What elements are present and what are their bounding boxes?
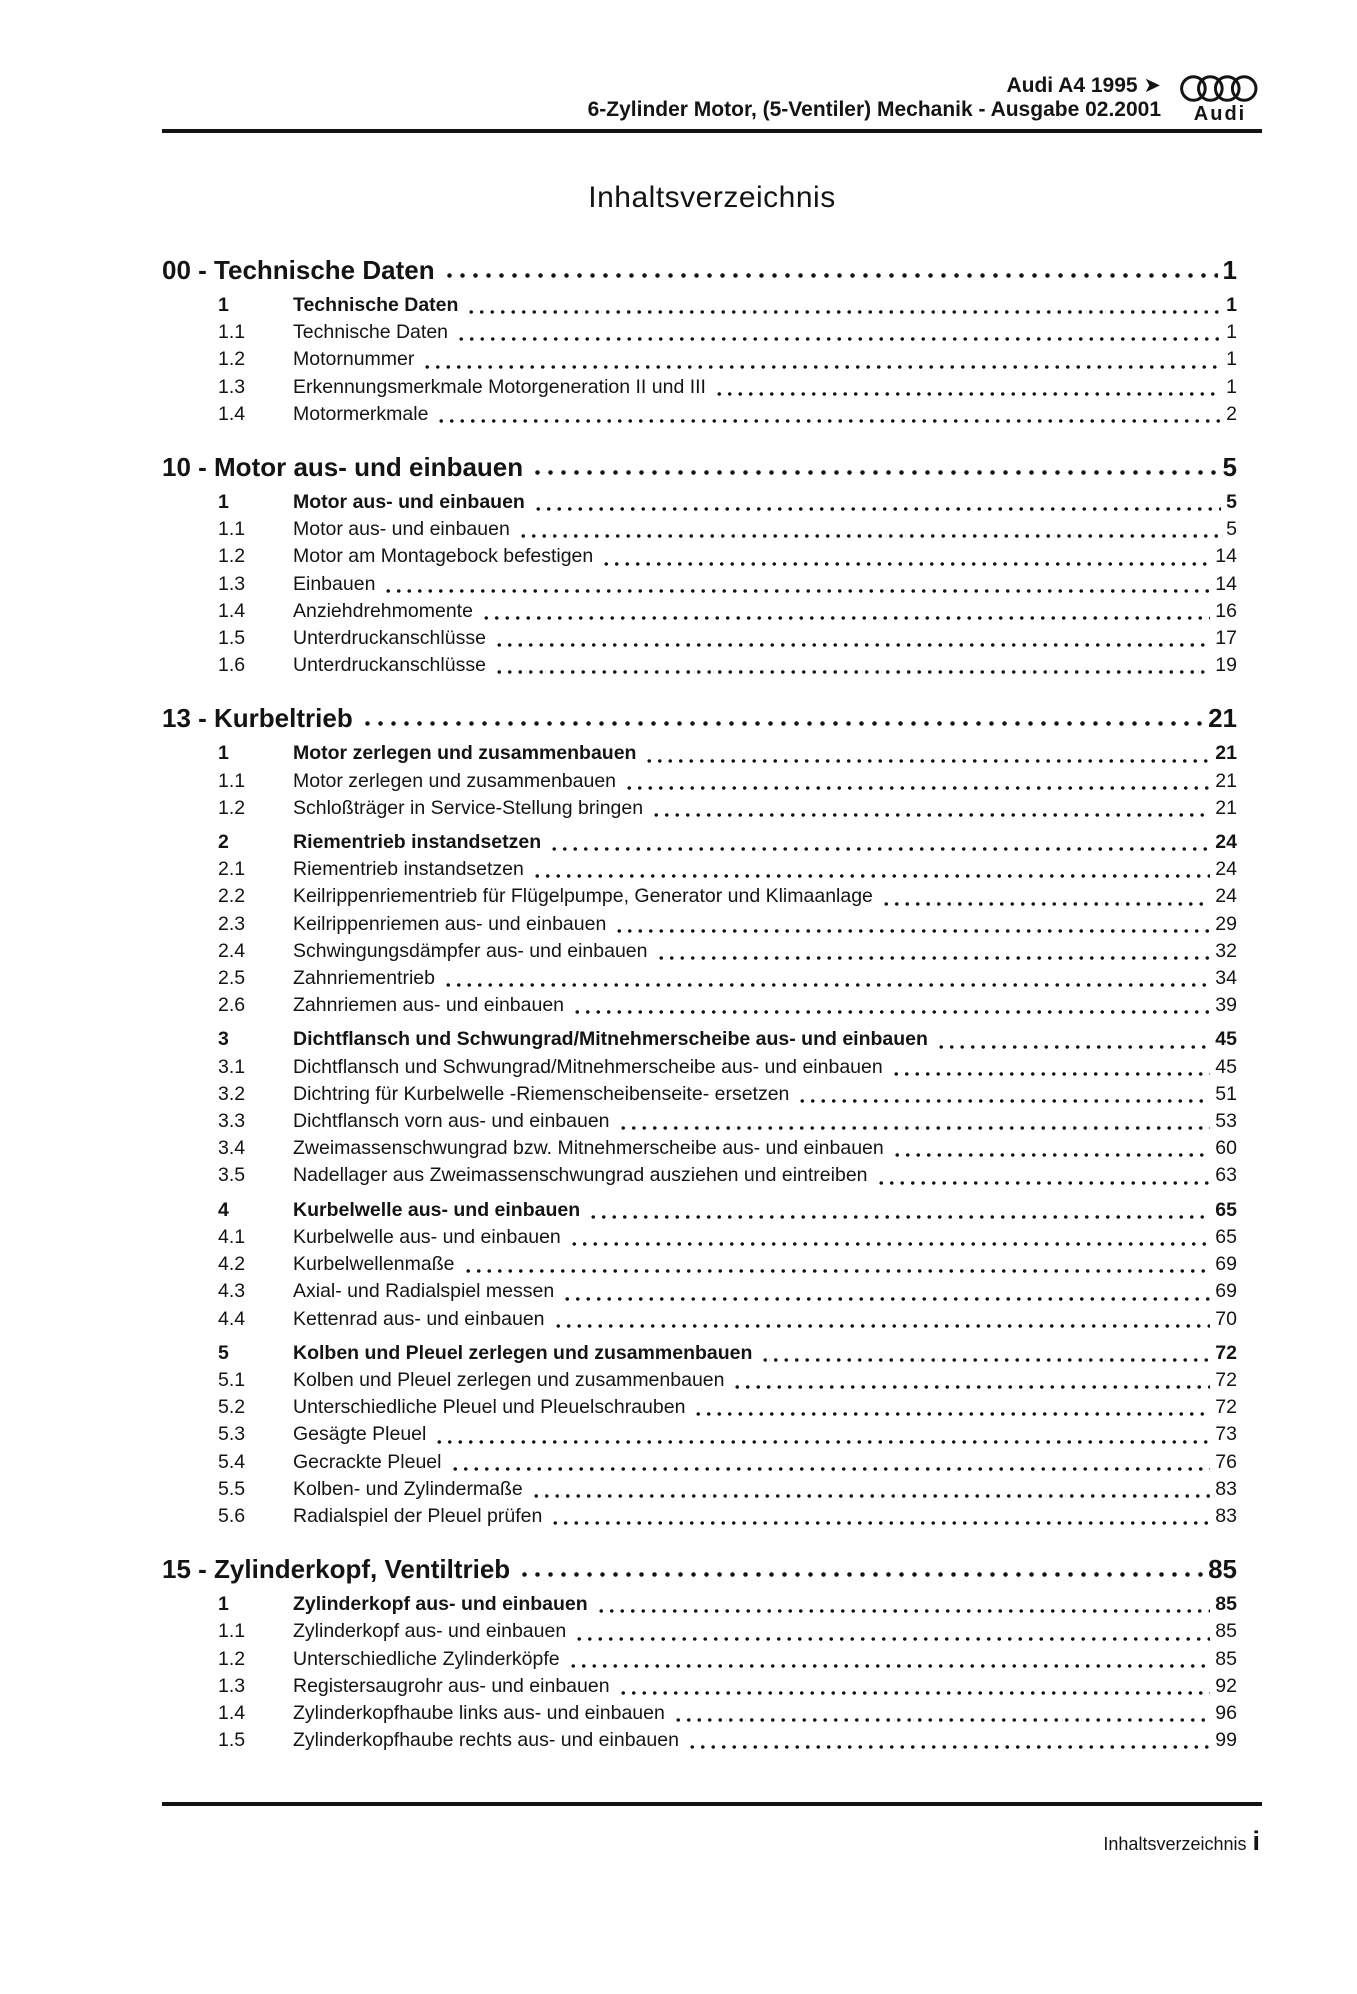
dot-leader	[693, 1394, 1210, 1421]
dot-leader	[443, 965, 1210, 992]
item-page-number: 1	[1226, 294, 1237, 316]
item-number: 4.3	[218, 1280, 246, 1303]
dot-leader	[572, 992, 1210, 1019]
toc-item-row	[162, 1054, 1237, 1081]
item-number: 1	[218, 742, 229, 765]
dot-leader	[656, 938, 1211, 965]
dot-leader	[533, 489, 1221, 516]
toc-item-row	[162, 652, 1237, 679]
item-title: Motor am Montagebock befestigen	[293, 545, 594, 568]
header-line-manual: 6-Zylinder Motor, (5-Ventiler) Mechanik - Ausgabe 02.2001	[587, 97, 1161, 121]
dot-leader	[936, 1026, 1210, 1053]
toc-item-row	[162, 1591, 1237, 1618]
item-title: Radialspiel der Pleuel prüfen	[293, 1504, 543, 1527]
item-title: Registersaugrohr aus- und einbauen	[293, 1674, 610, 1697]
item-number: 1.1	[218, 1620, 246, 1643]
toc-group	[162, 489, 1237, 679]
section-page-number: 5	[1222, 452, 1237, 483]
toc-item-row	[162, 883, 1237, 910]
toc-item-row	[162, 292, 1237, 319]
page-footer	[162, 1826, 1262, 1857]
toc-item-row	[162, 374, 1237, 401]
item-number: 5.1	[218, 1368, 246, 1391]
item-page-number: 72	[1215, 1396, 1237, 1419]
item-title: Schwingungsdämpfer aus- und einbauen	[293, 939, 648, 962]
item-number: 1.2	[218, 1647, 246, 1670]
dot-leader	[651, 795, 1210, 822]
item-number: 1.2	[218, 796, 246, 819]
item-page-number: 83	[1215, 1477, 1237, 1500]
footer-rule	[162, 1802, 1262, 1806]
toc-item-row	[162, 1306, 1237, 1333]
toc-item-row	[162, 543, 1237, 570]
dot-leader	[481, 598, 1210, 625]
item-title: Zylinderkopfhaube rechts aus- und einbauen	[293, 1729, 679, 1752]
dot-leader	[553, 1306, 1211, 1333]
item-page-number: 5	[1226, 491, 1237, 514]
item-number: 1.2	[218, 545, 246, 568]
dot-leader	[881, 883, 1210, 910]
dot-leader	[436, 401, 1221, 428]
dot-leader	[569, 1224, 1211, 1251]
toc-item-row	[162, 1026, 1237, 1053]
item-page-number: 32	[1215, 939, 1237, 962]
toc-item-row	[162, 571, 1237, 598]
dot-leader	[891, 1054, 1211, 1081]
item-number: 1.3	[218, 375, 246, 398]
item-title: Gecrackte Pleuel	[293, 1450, 442, 1473]
item-title: Kurbelwelle aus- und einbauen	[293, 1225, 561, 1248]
dot-leader	[450, 1449, 1211, 1476]
toc-item-row	[162, 740, 1237, 767]
toc-item-row	[162, 1449, 1237, 1476]
item-title: Gesägte Pleuel	[293, 1423, 427, 1446]
item-page-number: 63	[1215, 1164, 1237, 1187]
item-page-number: 1	[1226, 321, 1237, 344]
dot-leader	[532, 856, 1210, 883]
toc-item-row	[162, 768, 1237, 795]
dot-leader	[614, 911, 1210, 938]
item-number: 5.5	[218, 1477, 246, 1500]
item-number: 1.2	[218, 348, 246, 371]
item-page-number: 14	[1215, 545, 1237, 568]
item-title: Zylinderkopf aus- und einbauen	[293, 1593, 588, 1616]
item-number: 1.6	[218, 654, 246, 677]
item-page-number: 69	[1215, 1280, 1237, 1303]
item-page-number: 17	[1215, 627, 1237, 650]
dot-leader	[568, 1646, 1211, 1673]
item-number: 3.3	[218, 1110, 246, 1133]
item-title: Dichtring für Kurbelwelle -Riemenscheibenseite- ersetzen	[293, 1082, 790, 1105]
item-title: Kurbelwellenmaße	[293, 1253, 455, 1276]
toc-section	[162, 255, 1237, 428]
item-number: 5.3	[218, 1423, 246, 1446]
item-number: 1.4	[218, 1701, 246, 1724]
item-page-number: 65	[1215, 1198, 1237, 1221]
item-page-number: 85	[1215, 1620, 1237, 1643]
item-page-number: 24	[1215, 885, 1237, 908]
header-line-model: Audi A4 1995 ➤	[1006, 74, 1161, 97]
toc-item-row	[162, 516, 1237, 543]
toc-item-row	[162, 1340, 1237, 1367]
item-number: 1.3	[218, 1674, 246, 1697]
item-page-number: 21	[1215, 742, 1237, 765]
item-number: 3.2	[218, 1082, 246, 1105]
item-number: 3.1	[218, 1055, 246, 1078]
item-page-number: 39	[1215, 994, 1237, 1017]
toc-item-row	[162, 1197, 1237, 1224]
item-page-number: 53	[1215, 1110, 1237, 1133]
dot-leader	[876, 1162, 1211, 1189]
item-title: Erkennungsmerkmale Motorgeneration II und III	[293, 375, 706, 398]
item-title: Keilrippenriemen aus- und einbauen	[293, 912, 607, 935]
toc-item-row	[162, 1646, 1237, 1673]
dot-leader	[618, 1673, 1211, 1700]
toc-item-row	[162, 401, 1237, 428]
item-number: 1.1	[218, 769, 246, 792]
section-label: 10 - Motor aus- und einbauen	[162, 452, 524, 483]
item-number: 2	[218, 831, 229, 854]
dot-leader	[422, 346, 1221, 373]
toc-item-row	[162, 598, 1237, 625]
item-page-number: 24	[1215, 831, 1237, 854]
item-title: Kurbelwelle aus- und einbauen	[293, 1198, 581, 1221]
item-page-number: 1	[1226, 348, 1237, 371]
item-page-number: 45	[1215, 1055, 1237, 1078]
dot-leader	[644, 740, 1210, 767]
item-title: Motor aus- und einbauen	[293, 491, 525, 514]
item-title: Keilrippenriementrieb für Flügelpumpe, Generator und Klimaanlage	[293, 885, 873, 908]
item-number: 4.1	[218, 1225, 246, 1248]
dot-leader	[494, 652, 1210, 679]
dot-leader	[562, 1278, 1210, 1305]
item-title: Riementrieb instandsetzen	[293, 831, 542, 854]
toc-section	[162, 1554, 1237, 1754]
item-page-number: 85	[1215, 1647, 1237, 1670]
toc-group	[162, 1340, 1237, 1530]
item-page-number: 21	[1215, 769, 1237, 792]
item-number: 1.3	[218, 572, 246, 595]
toc	[162, 255, 1262, 1754]
toc-item-row	[162, 625, 1237, 652]
item-number: 1	[218, 294, 229, 316]
item-title: Unterdruckanschlüsse	[293, 627, 486, 650]
dot-leader	[531, 452, 1217, 482]
toc-section-heading-row	[162, 1554, 1237, 1584]
item-number: 1	[218, 491, 229, 514]
toc-item-row	[162, 911, 1237, 938]
item-number: 1.4	[218, 402, 246, 425]
item-page-number: 19	[1215, 654, 1237, 677]
item-page-number: 14	[1215, 572, 1237, 595]
toc-item-row	[162, 1251, 1237, 1278]
toc-item-row	[162, 1503, 1237, 1530]
item-page-number: 1	[1226, 375, 1237, 398]
dot-leader	[588, 1197, 1210, 1224]
toc-group	[162, 1197, 1237, 1333]
toc-section-heading-row	[162, 255, 1237, 285]
item-title: Dichtflansch vorn aus- und einbauen	[293, 1110, 610, 1133]
dot-leader	[550, 1503, 1210, 1530]
item-page-number: 72	[1215, 1368, 1237, 1391]
item-title: Kolben und Pleuel zerlegen und zusammenbauen	[293, 1341, 753, 1364]
toc-item-row	[162, 489, 1237, 516]
item-page-number: 69	[1215, 1253, 1237, 1276]
header-rule	[162, 129, 1262, 133]
toc-item-row	[162, 1224, 1237, 1251]
toc-section	[162, 452, 1237, 679]
item-number: 1.5	[218, 1729, 246, 1752]
toc-group	[162, 1591, 1237, 1754]
toc-item-row	[162, 829, 1237, 856]
item-page-number: 76	[1215, 1450, 1237, 1473]
page-title: Inhaltsverzeichnis	[588, 181, 836, 214]
item-number: 4.4	[218, 1307, 246, 1330]
item-number: 4	[218, 1198, 229, 1221]
item-title: Zahnriementrieb	[293, 967, 435, 990]
item-number: 2.2	[218, 885, 246, 908]
item-title: Motor zerlegen und zusammenbauen	[293, 742, 637, 765]
toc-item-row	[162, 1135, 1237, 1162]
item-number: 4.2	[218, 1253, 246, 1276]
toc-item-row	[162, 1367, 1237, 1394]
toc-item-row	[162, 795, 1237, 822]
item-title: Axial- und Radialspiel messen	[293, 1280, 555, 1303]
section-label: 13 - Kurbeltrieb	[162, 703, 353, 734]
dot-leader	[443, 255, 1218, 285]
item-title: Motornummer	[293, 348, 415, 371]
dot-leader	[618, 1108, 1211, 1135]
item-number: 3	[218, 1028, 229, 1051]
dot-leader	[732, 1367, 1210, 1394]
dot-leader	[434, 1421, 1210, 1448]
item-number: 5	[218, 1341, 229, 1364]
toc-item-row	[162, 1394, 1237, 1421]
item-page-number: 73	[1215, 1423, 1237, 1446]
dot-leader	[531, 1476, 1211, 1503]
toc-item-row	[162, 319, 1237, 346]
dot-leader	[518, 1554, 1203, 1584]
toc-item-row	[162, 1421, 1237, 1448]
item-title: Einbauen	[293, 572, 376, 595]
item-page-number: 51	[1215, 1082, 1237, 1105]
item-page-number: 29	[1215, 912, 1237, 935]
audi-wordmark: Audi	[1193, 103, 1247, 125]
toc-group	[162, 1026, 1237, 1189]
footer-label: Inhaltsverzeichnis	[1103, 1834, 1247, 1855]
item-title: Zahnriemen aus- und einbauen	[293, 994, 565, 1017]
item-number: 1	[218, 1593, 229, 1616]
dot-leader	[518, 516, 1221, 543]
toc-item-row	[162, 1162, 1237, 1189]
item-page-number: 85	[1215, 1593, 1237, 1616]
item-title: Nadellager aus Zweimassenschwungrad ausziehen und eintreiben	[293, 1164, 868, 1187]
item-title: Unterschiedliche Zylinderköpfe	[293, 1647, 560, 1670]
toc-item-row	[162, 1108, 1237, 1135]
item-title: Zylinderkopf aus- und einbauen	[293, 1620, 567, 1643]
section-label: 00 - Technische Daten	[162, 255, 435, 285]
footer-page-number: i	[1252, 1826, 1260, 1857]
item-title: Dichtflansch und Schwungrad/Mitnehmerscheibe aus- und einbauen	[293, 1055, 883, 1078]
item-title: Zylinderkopfhaube links aus- und einbauen	[293, 1701, 665, 1724]
item-title: Kettenrad aus- und einbauen	[293, 1307, 545, 1330]
audi-logo	[1178, 74, 1262, 125]
item-number: 2.4	[218, 939, 246, 962]
item-title: Anziehdrehmomente	[293, 599, 473, 622]
toc-item-row	[162, 965, 1237, 992]
dot-leader	[601, 543, 1210, 570]
item-number: 5.6	[218, 1504, 246, 1527]
item-title: Motor zerlegen und zusammenbauen	[293, 769, 617, 792]
item-number: 5.2	[218, 1396, 246, 1419]
section-page-number: 85	[1208, 1554, 1237, 1585]
toc-group	[162, 740, 1237, 822]
dot-leader	[624, 768, 1210, 795]
item-page-number: 99	[1215, 1729, 1237, 1752]
item-number: 2.6	[218, 994, 246, 1017]
item-number: 3.4	[218, 1137, 246, 1160]
item-title: Technische Daten	[293, 294, 459, 316]
item-number: 1.5	[218, 627, 246, 650]
item-page-number: 45	[1215, 1028, 1237, 1051]
item-number: 2.1	[218, 858, 246, 881]
dot-leader	[361, 703, 1203, 733]
toc-item-row	[162, 992, 1237, 1019]
item-title: Unterschiedliche Pleuel und Pleuelschrauben	[293, 1396, 686, 1419]
dot-leader	[673, 1700, 1210, 1727]
dot-leader	[892, 1135, 1211, 1162]
item-page-number: 5	[1226, 518, 1237, 541]
dot-leader	[714, 374, 1221, 401]
item-title: Dichtflansch und Schwungrad/Mitnehmerscheibe aus- und einbauen	[293, 1028, 928, 1051]
dot-leader	[574, 1618, 1210, 1645]
toc-item-row	[162, 1673, 1237, 1700]
page-header	[162, 74, 1262, 125]
toc-section	[162, 703, 1237, 1530]
toc-section-heading-row	[162, 452, 1237, 482]
audi-rings-icon	[1178, 74, 1262, 103]
item-page-number: 21	[1215, 796, 1237, 819]
toc-item-row	[162, 856, 1237, 883]
item-title: Zweimassenschwungrad bzw. Mitnehmerscheibe aus- und einbauen	[293, 1137, 884, 1160]
item-number: 2.3	[218, 912, 246, 935]
item-page-number: 96	[1215, 1701, 1237, 1724]
dot-leader	[383, 571, 1210, 598]
header-text	[588, 74, 1161, 121]
dot-leader	[760, 1340, 1210, 1367]
item-page-number: 92	[1215, 1674, 1237, 1697]
item-number: 5.4	[218, 1450, 246, 1473]
item-title: Kolben und Pleuel zerlegen und zusammenbauen	[293, 1368, 725, 1391]
item-title: Motormerkmale	[293, 402, 429, 425]
dot-leader	[494, 625, 1210, 652]
toc-group	[162, 829, 1237, 1019]
section-label: 15 - Zylinderkopf, Ventiltrieb	[162, 1554, 511, 1585]
toc-item-row	[162, 1618, 1237, 1645]
item-page-number: 65	[1215, 1225, 1237, 1248]
item-title: Schloßträger in Service-Stellung bringen	[293, 796, 644, 819]
toc-section-heading-row	[162, 703, 1237, 733]
dot-leader	[687, 1727, 1210, 1754]
section-page-number: 1	[1222, 255, 1237, 285]
toc-group	[162, 292, 1237, 428]
item-page-number: 2	[1226, 402, 1237, 425]
toc-item-row	[162, 1700, 1237, 1727]
toc-item-row	[162, 346, 1237, 373]
item-number: 1.1	[218, 518, 246, 541]
item-page-number: 83	[1215, 1504, 1237, 1527]
item-number: 2.5	[218, 967, 246, 990]
item-number: 1.1	[218, 321, 246, 344]
dot-leader	[456, 319, 1221, 346]
item-title: Riementrieb instandsetzen	[293, 858, 524, 881]
dot-leader	[463, 1251, 1211, 1278]
dot-leader	[797, 1081, 1210, 1108]
item-number: 3.5	[218, 1164, 246, 1187]
item-title: Kolben- und Zylindermaße	[293, 1477, 523, 1500]
item-page-number: 24	[1215, 858, 1237, 881]
toc-item-row	[162, 1081, 1237, 1108]
item-page-number: 72	[1215, 1341, 1237, 1364]
item-page-number: 34	[1215, 967, 1237, 990]
item-title: Unterdruckanschlüsse	[293, 654, 486, 677]
section-page-number: 21	[1208, 703, 1237, 734]
item-title: Motor aus- und einbauen	[293, 518, 510, 541]
item-page-number: 60	[1215, 1137, 1237, 1160]
dot-leader	[596, 1591, 1211, 1618]
dot-leader	[549, 829, 1210, 856]
item-number: 1.4	[218, 599, 246, 622]
toc-item-row	[162, 1278, 1237, 1305]
toc-item-row	[162, 1727, 1237, 1754]
item-page-number: 70	[1215, 1307, 1237, 1330]
item-title: Technische Daten	[293, 321, 449, 344]
dot-leader	[466, 292, 1221, 319]
toc-item-row	[162, 938, 1237, 965]
item-page-number: 16	[1215, 599, 1237, 622]
toc-item-row	[162, 1476, 1237, 1503]
